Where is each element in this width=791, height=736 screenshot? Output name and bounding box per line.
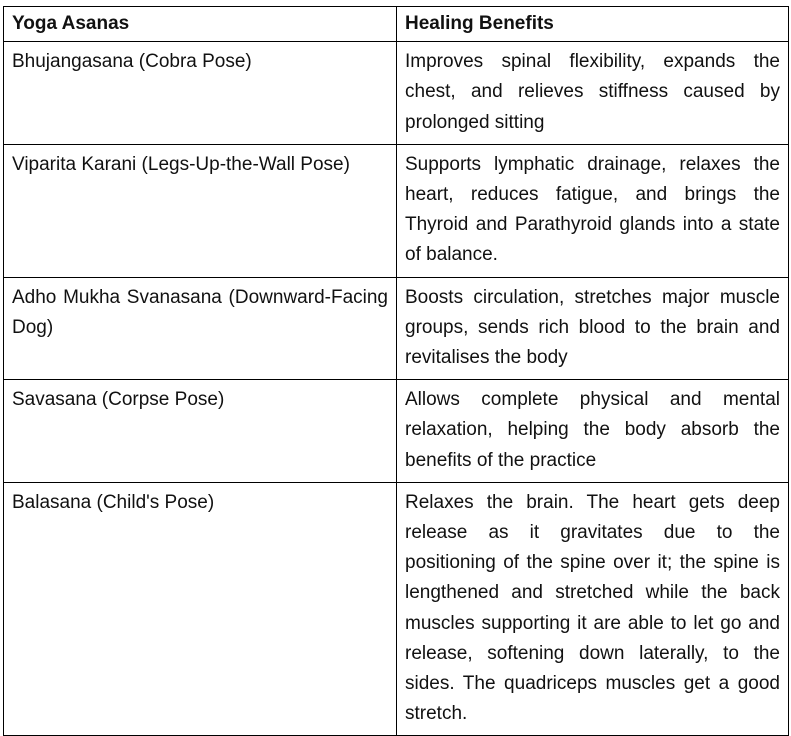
table-row: [4, 482, 789, 736]
asana-cell: Viparita Karani (Legs-Up-the-Wall Pose): [4, 144, 397, 277]
benefit-cell: Allows complete physical and mental relaxation, helping the body absorb the benefits of the practice: [397, 380, 789, 483]
benefit-cell: Relaxes the brain. The heart gets deep release as it gravitates due to the positioning of the spine over it; the spine is lengthened and stretched while the back muscles supporting it are able to let go and release, softening down laterally, to the sides. The quadriceps muscles get a good stretch.: [397, 482, 789, 736]
benefit-cell: Supports lymphatic drainage, relaxes the heart, reduces fatigue, and brings the Thyroid and Parathyroid glands into a state of balance.: [397, 144, 789, 277]
yoga-benefits-table: [3, 6, 789, 736]
header-healing-benefits: Healing Benefits: [397, 7, 789, 42]
table-row: [4, 380, 789, 483]
asana-cell: Adho Mukha Svanasana (Downward-Facing Dog): [4, 277, 397, 380]
benefit-cell: Improves spinal flexibility, expands the chest, and relieves stiffness caused by prolonged sitting: [397, 42, 789, 145]
header-yoga-asanas: Yoga Asanas: [4, 7, 397, 42]
table-row: [4, 42, 789, 145]
benefit-cell: Boosts circulation, stretches major muscle groups, sends rich blood to the brain and revitalises the body: [397, 277, 789, 380]
table-header-row: [4, 7, 789, 42]
asana-cell: Savasana (Corpse Pose): [4, 380, 397, 483]
asana-cell: Balasana (Child's Pose): [4, 482, 397, 736]
table-row: [4, 144, 789, 277]
table-row: [4, 277, 789, 380]
asana-cell: Bhujangasana (Cobra Pose): [4, 42, 397, 145]
